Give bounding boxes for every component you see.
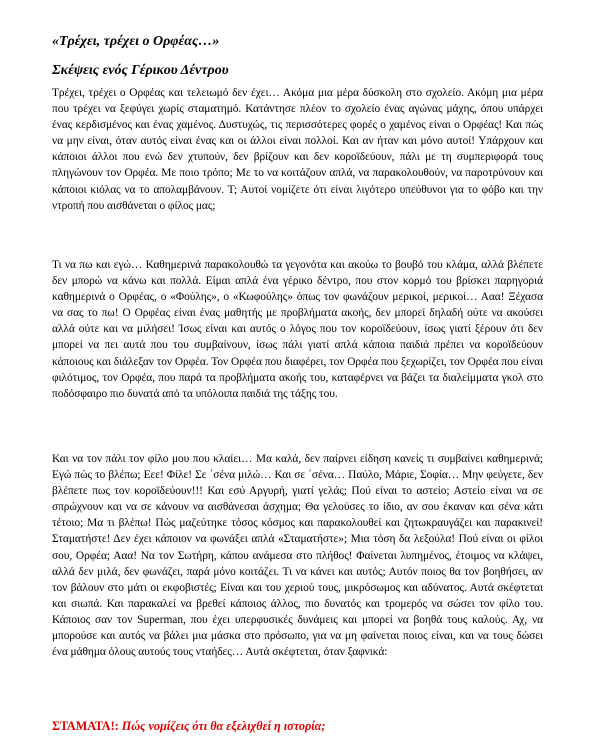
paragraph-1: Τρέχει, τρέχει ο Ορφέας και τελειωμό δεν έχει… Ακόμα μια μέρα δύσκολη στο σχολείο. Ακόμη μια μέρα που τρέχει να ξεφύγει χωρίς σταματημό. Κατάντησε πλέον το σχολείο ένας αγώνας μάχης, όπου υπάρχει ένας κερδισμένος και ένας χαμένος. Δυστυχώς, τις περισσότερες φορές ο χαμένος είναι ο Ορφέας! Και πώς να μην είναι, όταν αυτός είναι ένας και οι άλλοι είναι πολλοί. Και αν ήταν και μόνο αυτοί! Υπάρχουν και κάποιοι άλλοι που ενώ δεν χτυπούν, δεν βρίζουν και δεν κοροϊδεύουν, πάλι με τη συμπεριφορά τους πληγώνουν τον Ορφέα. Με ποιο τρόπο; Με το να κοιτάζουν απλά, να παρακολουθούν, να παροτρύνουν και κάποιοι κιόλας να το απολαμβάνουν. Τ; Αυτοί νομίζετε ότι είναι λιγότερο υπεύθυνοι για το φόβο και την ντροπή που αισθάνεται ο φίλος μας; <box>52 87 543 212</box>
closing-prompt <box>52 719 326 734</box>
document-subtitle: Σκέψεις ενός Γέρικου Δέντρου <box>52 63 229 78</box>
paragraph-3: Και να τον πάλι τον φίλο μου που κλαίει… Μα καλά, δεν παίρνει είδηση κανείς τι συμβαίνει καθημερινά; Εγώ πώς το βλέπω; Εεε! Φίλε! Σε ΄σένα μιλώ… Και σε ΄σένα… Παύλο, Μάριε, Σοφία… Μην φεύγετε, δεν βλέπετε πως τον κοροϊδεύουν!!! Και εσύ Αργυρή, γιατί γελάς; Πού είναι το αστείο; Αστείο είναι να σε σπρώχνουν και να σε κάνουν να αισθάνεσαι άσχημα; Θα γελούσες το ίδιο, αν σου έκαναν και σένα κάτι τέτοιο; Μα τι βλέπω! Πώς μαζεύτηκε τόσος κόσμος και παρακολουθεί και ζητωκραυγάζει και παρακινεί! Σταματήστε! Δεν έχει κάποιον να φωνάξει απλά «Σταματήστε»; Μια τόση δα λεξούλα! Πού είναι οι φίλοι σου, Ορφέα; Ααα! Να τον Σωτήρη, κάπου ανάμεσα στο πλήθος! Φαίνεται λυπημένος, έτοιμος να κλάψει, αλλά δεν μιλά, δεν φωνάζει, παρά μόνο κοιτάζει. Τι να κάνει και αυτός; Αυτόν ποιος θα τον βοηθήσει, αν τον βάλουν στο μάτι οι εκφοβιστές; Είναι και του χεριού τους, μικρόσωμος και αδύνατος. Αυτά σκέφτεται και σιωπά. Και παρακαλεί να βρεθεί κάποιος άλλος, πιο δυνατός και τρομερός να σώσει τον φίλο του. Κάποιος σαν τον Superman, που έχει υπερφυσικές δυνάμεις και μπορεί να βοηθά τους καλούς. Αχ, να μπορούσε και αυτός να βάλει μια μάσκα στο πρόσωπο, για να μη φαίνεται ποιος είναι, και να τους δώσει ένα μάθημα όλους αυτούς τους νταήδες… Αυτά σκέφτεται, όταν ξαφνικά: <box>52 453 543 659</box>
document-title: «Τρέχει, τρέχει ο Ορφέας…» <box>52 34 220 49</box>
closing-question: Πώς νομίζεις ότι θα εξελιχθεί η ιστορία; <box>121 719 326 733</box>
paragraph-2: Τι να πω και εγώ… Καθημερινά παρακολουθώ τα γεγονότα και ακούω το βουβό του κλάμα, αλλά βλέπετε δεν μπορώ να κάνω και πολλά. Είμαι απλά ένα γέρικο δέντρο, που στον κορμό του βρίσκει παρηγοριά καθημερινά ο Ορφέας, ο «Φούλης», ο «Κωφούλης» όπως τον φωνάζουν μερικοί, μερικοί… Ααα! Ξέχασα να σας το πω! Ο Ορφέας είναι ένας μαθητής με προβλήματα ακοής, δεν μπορεί δηλαδή ούτε να ακούσει αλλά ούτε και να μιλήσει! Ίσως είναι και αυτός ο λόγος που τον κοροϊδεύουν, ίσως γιατί ξέρουν ότι δεν μπορεί να πει αυτά που του συμβαίνουν, ίσως πάλι γιατί απλά κάποια παιδιά πρέπει να κοροϊδεύουν κάποιους και διάλεξαν τον Ορφέα. Τον Ορφέα που διαφέρει, τον Ορφέα που ξεχωρίζει, τον Ορφέα που είναι φιλότιμος, τον Ορφέα, που παρά τα προβλήματα ακοής του, καταφέρνει να βάζει τα διαλείμματα γκολ στο ποδόσφαιρο πιο δυνατά από τα υπόλοιπα παιδιά της τάξης του. <box>52 259 543 400</box>
closing-prefix: ΣΤΑΜΑΤΑ!: <box>52 719 122 733</box>
